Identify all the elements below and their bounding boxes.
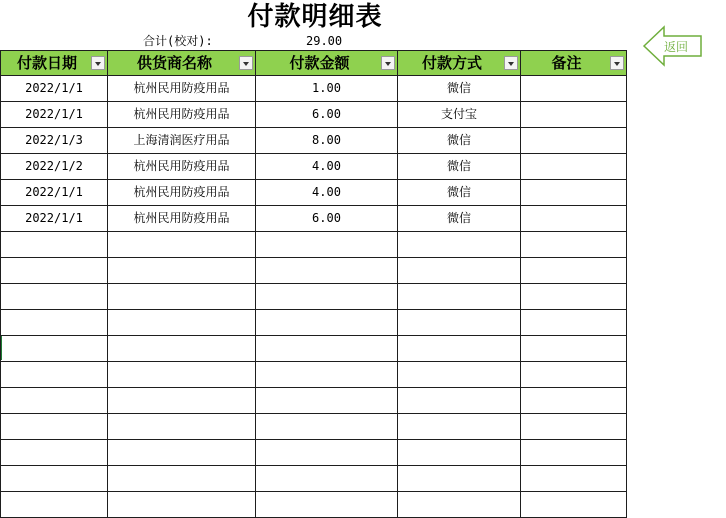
date-cell[interactable]: 2022/1/2 xyxy=(1,154,108,180)
column-header-label: 付款方式 xyxy=(421,54,482,72)
date-cell[interactable]: 2022/1/1 xyxy=(1,102,108,128)
filter-dropdown-icon[interactable] xyxy=(381,56,395,70)
table-row xyxy=(1,414,627,440)
date-cell[interactable] xyxy=(1,310,108,336)
amount-cell[interactable]: 6.00 xyxy=(256,206,398,232)
date-cell[interactable] xyxy=(1,440,108,466)
date-cell[interactable] xyxy=(1,492,108,518)
note-cell[interactable] xyxy=(521,310,627,336)
supplier-cell[interactable] xyxy=(108,336,256,362)
supplier-cell[interactable] xyxy=(108,284,256,310)
sum-value[interactable]: 29.00 xyxy=(306,34,343,48)
method-cell[interactable] xyxy=(398,492,521,518)
date-cell[interactable] xyxy=(1,284,108,310)
note-cell[interactable] xyxy=(521,206,627,232)
amount-cell[interactable] xyxy=(256,258,398,284)
supplier-cell[interactable]: 杭州民用防疫用品 xyxy=(108,180,256,206)
header-row xyxy=(1,51,627,76)
date-cell[interactable] xyxy=(1,388,108,414)
note-cell[interactable] xyxy=(521,336,627,362)
method-cell[interactable] xyxy=(398,258,521,284)
column-header-label: 备注 xyxy=(551,54,582,72)
amount-cell[interactable] xyxy=(256,388,398,414)
note-cell[interactable] xyxy=(521,492,627,518)
column-header-label: 付款金额 xyxy=(289,54,350,72)
supplier-cell[interactable]: 上海清润医疗用品 xyxy=(108,128,256,154)
table-row xyxy=(1,388,627,414)
method-cell[interactable] xyxy=(398,232,521,258)
table-row xyxy=(1,310,627,336)
date-cell[interactable] xyxy=(1,466,108,492)
note-cell[interactable] xyxy=(521,76,627,102)
column-header-note[interactable] xyxy=(521,51,627,76)
method-cell[interactable] xyxy=(398,336,521,362)
method-cell[interactable]: 微信 xyxy=(398,206,521,232)
date-cell[interactable]: 2022/1/1 xyxy=(1,180,108,206)
method-cell[interactable] xyxy=(398,310,521,336)
method-cell[interactable]: 支付宝 xyxy=(398,102,521,128)
table-row xyxy=(1,206,627,232)
table-row xyxy=(1,440,627,466)
method-cell[interactable] xyxy=(398,362,521,388)
amount-cell[interactable]: 4.00 xyxy=(256,180,398,206)
back-button-label: 返回 xyxy=(664,40,689,54)
note-cell[interactable] xyxy=(521,232,627,258)
column-header-method[interactable] xyxy=(398,51,521,76)
method-cell[interactable]: 微信 xyxy=(398,180,521,206)
note-cell[interactable] xyxy=(521,128,627,154)
date-cell[interactable] xyxy=(1,258,108,284)
table-row xyxy=(1,336,627,362)
amount-cell[interactable] xyxy=(256,492,398,518)
method-cell[interactable] xyxy=(398,440,521,466)
table-row xyxy=(1,128,627,154)
note-cell[interactable] xyxy=(521,362,627,388)
method-cell[interactable]: 微信 xyxy=(398,154,521,180)
sum-label: 合计(校对): xyxy=(143,34,213,48)
supplier-cell[interactable]: 杭州民用防疫用品 xyxy=(108,102,256,128)
column-header-supplier[interactable] xyxy=(108,51,256,76)
supplier-cell[interactable] xyxy=(108,258,256,284)
table-row xyxy=(1,76,627,102)
sheet-title: 付款明细表 xyxy=(247,2,383,32)
amount-cell[interactable] xyxy=(256,284,398,310)
note-cell[interactable] xyxy=(521,440,627,466)
table-row xyxy=(1,180,627,206)
table-row xyxy=(1,102,627,128)
note-cell[interactable] xyxy=(521,414,627,440)
amount-cell[interactable] xyxy=(256,440,398,466)
amount-cell[interactable] xyxy=(256,362,398,388)
note-cell[interactable] xyxy=(521,102,627,128)
date-cell[interactable] xyxy=(1,336,108,362)
column-header-date[interactable] xyxy=(1,51,108,76)
date-cell[interactable]: 2022/1/1 xyxy=(1,206,108,232)
table-row xyxy=(1,154,627,180)
supplier-cell[interactable] xyxy=(108,440,256,466)
amount-cell[interactable] xyxy=(256,310,398,336)
note-cell[interactable] xyxy=(521,466,627,492)
table-row xyxy=(1,466,627,492)
supplier-cell[interactable] xyxy=(108,414,256,440)
method-cell[interactable] xyxy=(398,388,521,414)
filter-dropdown-icon[interactable] xyxy=(610,56,624,70)
supplier-cell[interactable] xyxy=(108,466,256,492)
table-row xyxy=(1,492,627,518)
supplier-cell[interactable]: 杭州民用防疫用品 xyxy=(108,206,256,232)
amount-cell[interactable] xyxy=(256,336,398,362)
amount-cell[interactable] xyxy=(256,466,398,492)
method-cell[interactable]: 微信 xyxy=(398,128,521,154)
note-cell[interactable] xyxy=(521,180,627,206)
amount-cell[interactable] xyxy=(256,232,398,258)
back-button[interactable] xyxy=(642,25,704,67)
date-cell[interactable] xyxy=(1,362,108,388)
note-cell[interactable] xyxy=(521,284,627,310)
supplier-cell[interactable] xyxy=(108,310,256,336)
date-cell[interactable]: 2022/1/3 xyxy=(1,128,108,154)
note-cell[interactable] xyxy=(521,258,627,284)
amount-cell[interactable]: 8.00 xyxy=(256,128,398,154)
table-row xyxy=(1,284,627,310)
supplier-cell[interactable]: 杭州民用防疫用品 xyxy=(108,76,256,102)
date-cell[interactable] xyxy=(1,232,108,258)
amount-cell[interactable]: 1.00 xyxy=(256,76,398,102)
payment-table xyxy=(0,50,627,518)
date-cell[interactable] xyxy=(1,414,108,440)
supplier-cell[interactable] xyxy=(108,492,256,518)
column-header-label: 供货商名称 xyxy=(136,54,212,72)
supplier-cell[interactable] xyxy=(108,362,256,388)
note-cell[interactable] xyxy=(521,154,627,180)
supplier-cell[interactable] xyxy=(108,232,256,258)
supplier-cell[interactable] xyxy=(108,388,256,414)
method-cell[interactable] xyxy=(398,466,521,492)
amount-cell[interactable] xyxy=(256,414,398,440)
table-row xyxy=(1,362,627,388)
amount-cell[interactable]: 6.00 xyxy=(256,102,398,128)
method-cell[interactable] xyxy=(398,414,521,440)
filter-dropdown-icon[interactable] xyxy=(91,56,105,70)
supplier-cell[interactable]: 杭州民用防疫用品 xyxy=(108,154,256,180)
date-cell[interactable]: 2022/1/1 xyxy=(1,76,108,102)
method-cell[interactable] xyxy=(398,284,521,310)
table-row xyxy=(1,258,627,284)
amount-cell[interactable]: 4.00 xyxy=(256,154,398,180)
table-row xyxy=(1,232,627,258)
column-header-label: 付款日期 xyxy=(16,54,77,72)
note-cell[interactable] xyxy=(521,388,627,414)
filter-dropdown-icon[interactable] xyxy=(239,56,253,70)
method-cell[interactable]: 微信 xyxy=(398,76,521,102)
column-header-amount[interactable] xyxy=(256,51,398,76)
filter-dropdown-icon[interactable] xyxy=(504,56,518,70)
